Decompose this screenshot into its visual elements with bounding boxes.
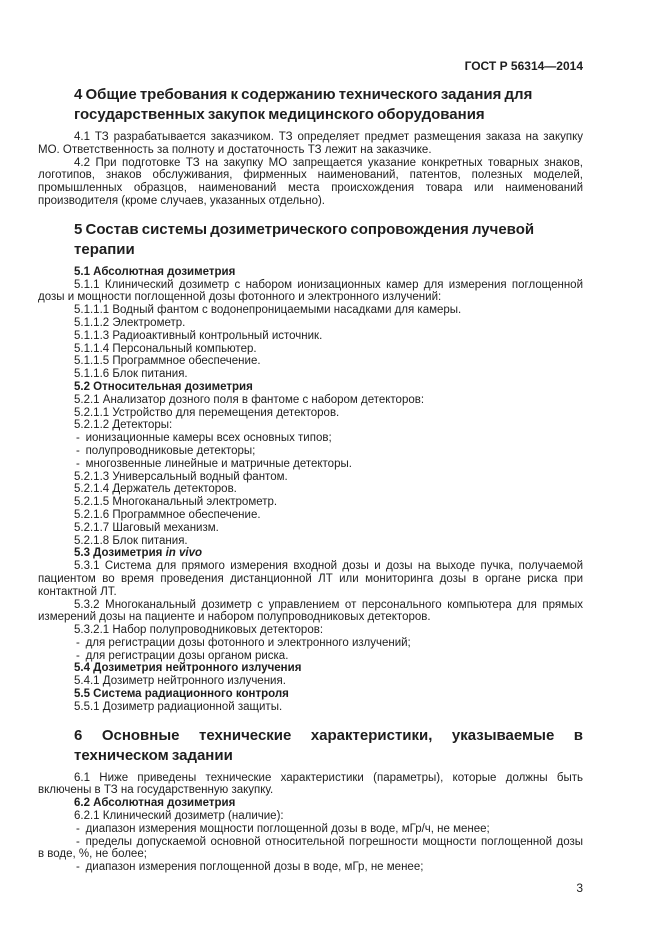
paragraph: 5.2.1 Анализатор дозного поля в фантоме с набором детекторов: bbox=[74, 393, 425, 406]
paragraph: 5.3.2 Многоканальный дозиметр с управлением от персонального компьютера для прямых измерений дозы на пациенте и набором полупроводниковых детекторов. bbox=[38, 598, 583, 624]
paragraph: 5.2.1.5 Многоканальный электрометр. bbox=[74, 496, 278, 509]
paragraph: 4.1 ТЗ разрабатывается заказчиком. ТЗ определяет предмет размещения заказа на закупку МО. Ответственность за полноту и достаточность ТЗ лежит на заказчике. bbox=[38, 131, 583, 156]
paragraph: 5.1.1.2 Электрометр. bbox=[74, 316, 186, 329]
document-body bbox=[38, 85, 583, 874]
paragraph: 5.1.1.5 Программное обеспечение. bbox=[74, 355, 261, 368]
paragraph: 5.3.2.1 Набор полупроводниковых детекторов: bbox=[74, 624, 324, 637]
paragraph: 5.1.1.1 Водный фантом с водонепроницаемыми насадками для камеры. bbox=[74, 304, 462, 317]
paragraph: 5.2.1.4 Держатель детекторов. bbox=[74, 483, 237, 496]
list-item: - для регистрации дозы органом риска. bbox=[76, 649, 289, 662]
paragraph: 6.2.1 Клинический дозиметр (наличие): bbox=[74, 810, 284, 823]
list-item: - ионизационные камеры всех основных типов; bbox=[76, 432, 332, 445]
list-item: - диапазон измерения поглощенной дозы в воде, мГр, не менее; bbox=[76, 861, 424, 874]
list-item: - пределы допускаемой основной относительной погрешности мощности поглощенной дозы в воде, %, не более; bbox=[38, 835, 583, 861]
list-item: - полупроводниковые детекторы; bbox=[76, 444, 256, 457]
list-item: - для регистрации дозы фотонного и электронного излучений; bbox=[76, 636, 411, 649]
paragraph: 5.1.1.4 Персональный компьютер. bbox=[74, 342, 257, 355]
list-item: - многозвенные линейные и матричные детекторы. bbox=[76, 457, 352, 470]
paragraph: 5.1.1 Клинический дозиметр с набором ионизационных камер для измерения поглощенной дозы и мощности поглощенной дозы фотонного и электронного излучений: bbox=[38, 278, 583, 304]
page-number: 3 bbox=[576, 881, 583, 896]
subsection-heading: 5.4 Дозиметрия нейтронного излучения bbox=[74, 662, 302, 675]
paragraph: 5.2.1.8 Блок питания. bbox=[74, 534, 188, 547]
subsection-heading: 5.1 Абсолютная дозиметрия bbox=[74, 265, 236, 278]
subsection-heading: 5.2 Относительная дозиметрия bbox=[74, 380, 253, 393]
paragraph: 5.2.1.3 Универсальный водный фантом. bbox=[74, 470, 288, 483]
italic-term: in vivo bbox=[165, 547, 202, 560]
paragraph: 5.2.1.7 Шаговый механизм. bbox=[74, 521, 219, 534]
paragraph: 5.1.1.6 Блок питания. bbox=[74, 368, 188, 381]
paragraph: 5.1.1.3 Радиоактивный контрольный источник. bbox=[74, 329, 323, 342]
subsection-heading: 5.5 Система радиационного контроля bbox=[74, 688, 289, 701]
subsection-heading: 5.3 Дозиметрия in vivo bbox=[74, 547, 202, 560]
section-heading: 4 Общие требования к содержанию технического задания для государственных закупок медицинского оборудования bbox=[74, 86, 533, 123]
standard-number-header: ГОСТ Р 56314—2014 bbox=[464, 59, 583, 73]
list-item: - диапазон измерения мощности поглощенной дозы в воде, мГр/ч, не менее; bbox=[76, 822, 490, 835]
paragraph: 5.4.1 Дозиметр нейтронного излучения. bbox=[74, 675, 286, 688]
subsection-heading: 6.2 Абсолютная дозиметрия bbox=[74, 797, 236, 810]
section-heading: 6 Основные технические характеристики, указываемые в техническом задании bbox=[74, 726, 583, 764]
paragraph: 5.3.1 Система для прямого измерения входной дозы и дозы на выходе пучка, получаемой пациентом во время проведения дистанционной ЛТ или мониторинга дозы в органе риска при контактной ЛТ. bbox=[38, 560, 583, 598]
paragraph: 5.2.1.6 Программное обеспечение. bbox=[74, 508, 261, 521]
paragraph: 5.5.1 Дозиметр радиационной защиты. bbox=[74, 700, 283, 713]
section-heading: 5 Состав системы дозиметрического сопровождения лучевой терапии bbox=[74, 220, 535, 258]
paragraph: 5.2.1.1 Устройство для перемещения детекторов. bbox=[74, 406, 340, 419]
paragraph: 4.2 При подготовке ТЗ на закупку МО запрещается указание конкретных товарных знаков, логотипов, знаков обслуживания, фирменных наименований, патентов, полезных моделей, промышленных образцов, наименований места происхождения товара или наименований производителя (кроме случаев, указанных отдельно). bbox=[38, 156, 583, 207]
paragraph: 5.2.1.2 Детекторы: bbox=[74, 419, 173, 432]
paragraph: 6.1 Ниже приведены технические характеристики (параметры), которые должны быть включены в ТЗ на государственную закупку. bbox=[38, 771, 583, 797]
